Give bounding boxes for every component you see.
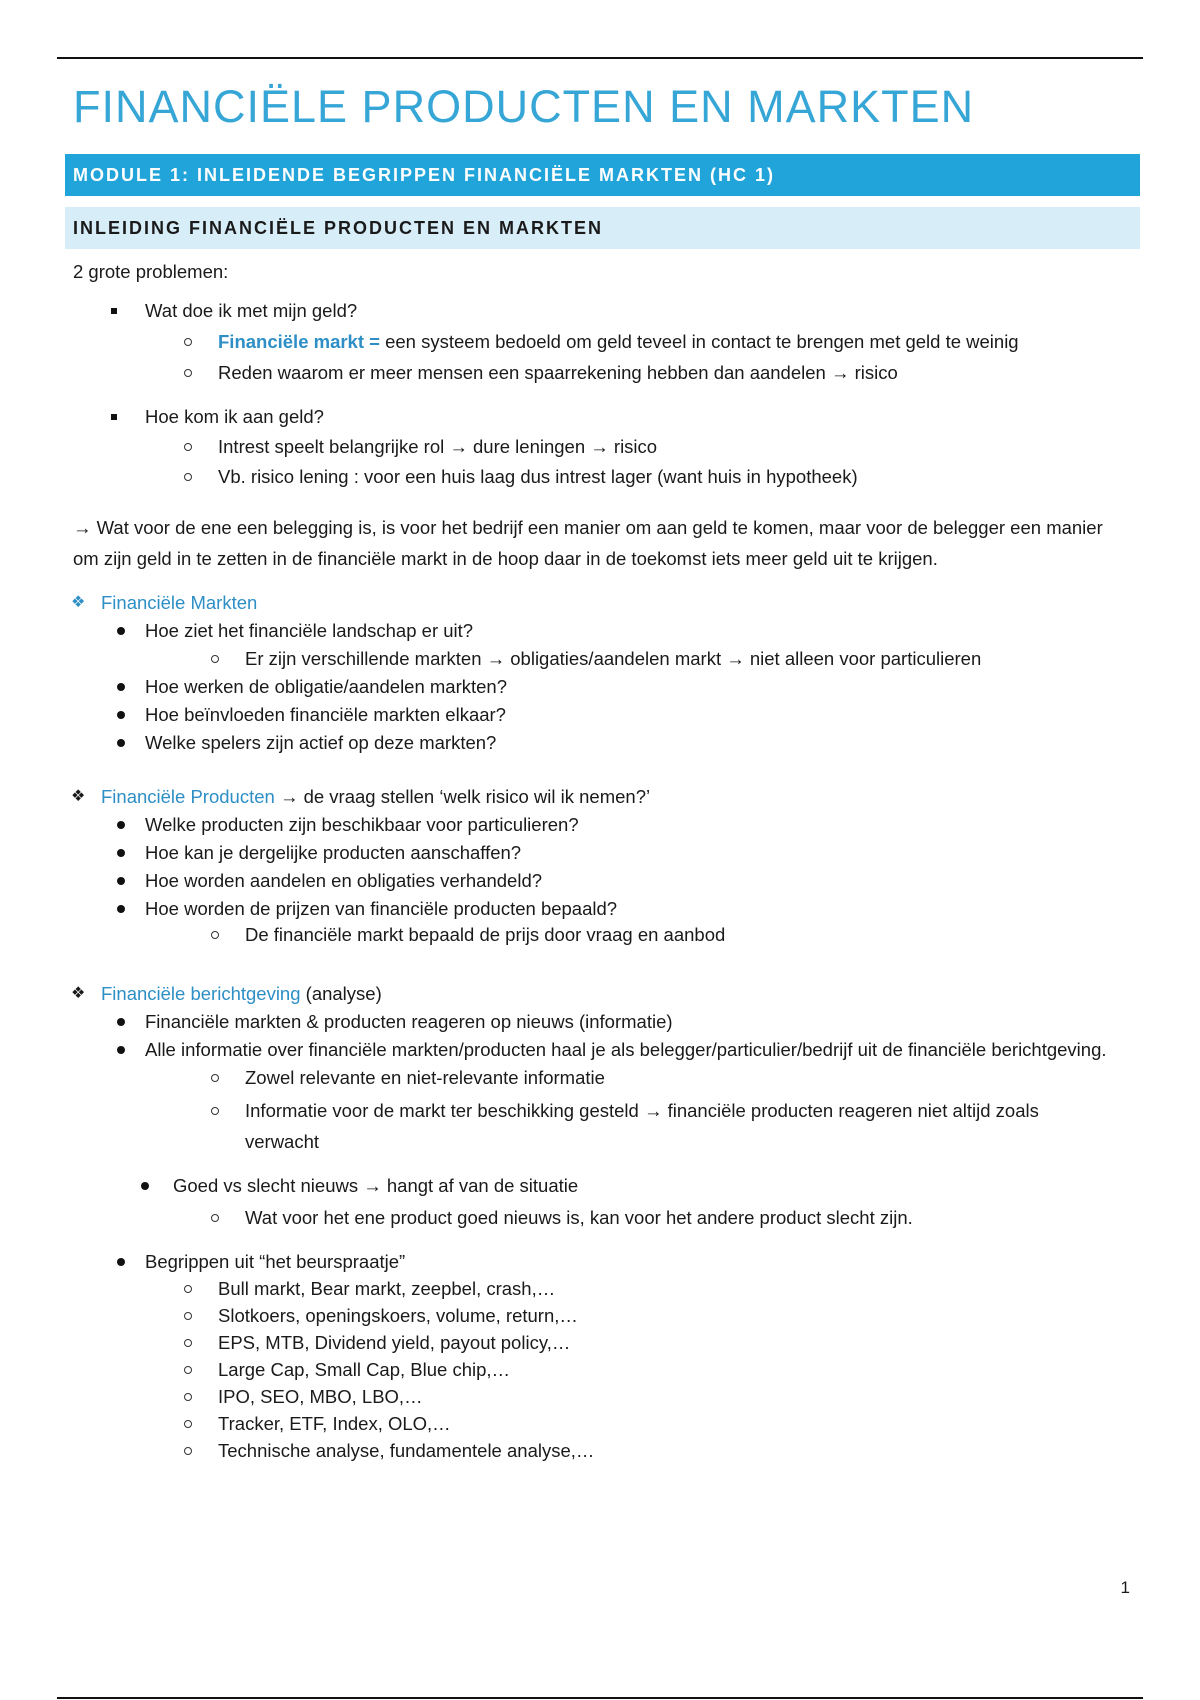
bottom-rule: [57, 1697, 1143, 1699]
diamond-bullet-icon: ❖: [71, 985, 86, 1002]
producten-item-3: [65, 868, 1140, 894]
markten-sub-text: Er zijn verschillende markten → obligaties/aandelen markt → niet alleen voor particulieren: [245, 648, 982, 669]
circle-bullet-icon: [184, 1438, 192, 1464]
dot-bullet-icon: [117, 812, 125, 838]
producten-sub-text: De financiële markt bepaald de prijs door vraag en aanbod: [245, 924, 726, 945]
circle-bullet-icon: [184, 464, 192, 490]
problem-2-sub-1: [65, 434, 1140, 460]
bericht-item-4-text: Begrippen uit “het beurspraatje”: [145, 1251, 406, 1272]
circle-bullet-icon: [184, 1357, 192, 1383]
section-markten-title: Financiële Markten: [101, 592, 258, 613]
circle-bullet-icon: [184, 434, 192, 460]
section-bericht-heading: [65, 981, 1140, 1007]
intro-heading: INLEIDING FINANCIËLE PRODUCTEN EN MARKTEN: [65, 207, 1140, 249]
begrippen-item-1: [65, 1276, 1140, 1302]
bericht-item-2-sub-1: [65, 1065, 1140, 1091]
bericht-item-2-sub-1-text: Zowel relevante en niet-relevante informatie: [245, 1067, 605, 1088]
markten-item-4-text: Welke spelers zijn actief op deze markten?: [145, 732, 497, 753]
section-markten-heading: [65, 590, 1140, 616]
markten-item-3: [65, 702, 1140, 728]
circle-bullet-icon: [184, 360, 192, 386]
circle-bullet-icon: [184, 1411, 192, 1437]
bericht-item-3-sub-text: Wat voor het ene product goed nieuws is, kan voor het andere product slecht zijn.: [245, 1207, 913, 1228]
section-producten-heading: [65, 784, 1140, 810]
begrippen-item-4: [65, 1357, 1140, 1383]
circle-bullet-icon: [211, 646, 219, 672]
dot-bullet-icon: [117, 840, 125, 866]
problem-2-sub-1-text: Intrest speelt belangrijke rol → dure leningen → risico: [218, 436, 658, 457]
square-bullet-icon: [111, 298, 117, 324]
begrippen-item-5-text: IPO, SEO, MBO, LBO,…: [218, 1386, 423, 1407]
dot-bullet-icon: [141, 1173, 149, 1199]
markten-item-2: [65, 674, 1140, 700]
problem-2-sub-2: [65, 464, 1140, 490]
markten-item-1-text: Hoe ziet het financiële landschap er uit?: [145, 620, 474, 641]
producten-item-2: [65, 840, 1140, 866]
producten-item-1: [65, 812, 1140, 838]
bericht-item-1-text: Financiële markten & producten reageren op nieuws (informatie): [145, 1011, 673, 1032]
begrippen-item-2-text: Slotkoers, openingskoers, volume, return,…: [218, 1305, 578, 1326]
dot-bullet-icon: [117, 730, 125, 756]
producten-item-1-text: Welke producten zijn beschikbaar voor particulieren?: [145, 814, 579, 835]
dot-bullet-icon: [117, 702, 125, 728]
lead-text: 2 grote problemen:: [73, 261, 229, 282]
circle-bullet-icon: [211, 1205, 219, 1231]
circle-bullet-icon: [211, 1095, 219, 1126]
module-heading: MODULE 1: INLEIDENDE BEGRIPPEN FINANCIËLE MARKTEN (HC 1): [65, 154, 1140, 196]
producten-sub: [65, 922, 1140, 948]
problem-1: [65, 298, 1140, 324]
begrippen-item-5: [65, 1384, 1140, 1410]
bericht-item-2-sub-2-text: Informatie voor de markt ter beschikking gesteld → financiële producten reageren niet altijd zoals verwacht: [245, 1100, 1039, 1152]
dot-bullet-icon: [117, 618, 125, 644]
dot-bullet-icon: [117, 1037, 125, 1063]
producten-item-3-text: Hoe worden aandelen en obligaties verhandeld?: [145, 870, 543, 891]
problem-1-sub-1: [65, 329, 1140, 355]
section-producten-title: Financiële Producten: [101, 786, 275, 807]
problem-2: [65, 404, 1140, 430]
conclusion-paragraph: → Wat voor de ene een belegging is, is voor het bedrijf een manier om aan geld te komen, maar voor de belegger een manier om zijn geld in te zetten in de financiële markt in de hoop daar in de toekomst iets meer geld uit te krijgen.: [73, 517, 1103, 569]
page-number: 1: [1120, 1578, 1130, 1597]
section-bericht-title-rest: (analyse): [300, 983, 382, 1004]
bericht-item-3: [65, 1173, 1140, 1199]
section-bericht-title: Financiële berichtgeving: [101, 983, 301, 1004]
section-producten-title-rest: → de vraag stellen ‘welk risico wil ik nemen?’: [274, 786, 651, 807]
bericht-item-2-sub-2: [65, 1095, 1140, 1157]
producten-item-4: [65, 896, 1140, 922]
circle-bullet-icon: [184, 1330, 192, 1356]
diamond-bullet-icon: ❖: [71, 594, 86, 611]
begrippen-item-6: [65, 1411, 1140, 1437]
markten-sub: [65, 646, 1140, 672]
circle-bullet-icon: [184, 1303, 192, 1329]
dot-bullet-icon: [117, 1009, 125, 1035]
markten-item-3-text: Hoe beïnvloeden financiële markten elkaar?: [145, 704, 506, 725]
begrippen-item-7-text: Technische analyse, fundamentele analyse,…: [218, 1440, 595, 1461]
document-title: FINANCIËLE PRODUCTEN EN MARKTEN: [73, 81, 975, 132]
circle-bullet-icon: [184, 329, 192, 355]
dot-bullet-icon: [117, 674, 125, 700]
begrippen-item-3: [65, 1330, 1140, 1356]
bericht-item-3-text: Goed vs slecht nieuws → hangt af van de situatie: [173, 1175, 579, 1196]
producten-item-2-text: Hoe kan je dergelijke producten aanschaffen?: [145, 842, 522, 863]
dot-bullet-icon: [117, 896, 125, 922]
diamond-bullet-icon: ❖: [71, 788, 86, 805]
problem-1-label: Wat doe ik met mijn geld?: [145, 300, 358, 321]
financiele-markt-term: Financiële markt =: [218, 331, 380, 352]
problem-2-sub-2-text: Vb. risico lening : voor een huis laag dus intrest lager (want huis in hypotheek): [218, 466, 858, 487]
circle-bullet-icon: [184, 1384, 192, 1410]
begrippen-item-2: [65, 1303, 1140, 1329]
markten-item-1: [65, 618, 1140, 644]
bericht-item-2: [65, 1037, 1140, 1063]
producten-item-4-text: Hoe worden de prijzen van financiële producten bepaald?: [145, 898, 618, 919]
begrippen-item-7: [65, 1438, 1140, 1464]
dot-bullet-icon: [117, 1249, 125, 1275]
markten-item-2-text: Hoe werken de obligatie/aandelen markten?: [145, 676, 508, 697]
begrippen-item-6-text: Tracker, ETF, Index, OLO,…: [218, 1413, 451, 1434]
square-bullet-icon: [111, 404, 117, 430]
bericht-item-1: [65, 1009, 1140, 1035]
problem-1-sub-1-text: een systeem bedoeld om geld teveel in contact te brengen met geld te weinig: [379, 331, 1019, 352]
circle-bullet-icon: [184, 1276, 192, 1302]
document-page: [65, 80, 1140, 1464]
markten-item-4: [65, 730, 1140, 756]
problem-1-sub-2: [65, 360, 1140, 386]
bericht-item-4: [65, 1249, 1140, 1275]
problem-1-sub-2-text: Reden waarom er meer mensen een spaarrekening hebben dan aandelen → risico: [218, 362, 898, 383]
dot-bullet-icon: [117, 868, 125, 894]
bericht-item-3-sub: [65, 1205, 1140, 1231]
circle-bullet-icon: [211, 922, 219, 948]
begrippen-item-4-text: Large Cap, Small Cap, Blue chip,…: [218, 1359, 511, 1380]
problem-2-label: Hoe kom ik aan geld?: [145, 406, 324, 427]
begrippen-item-1-text: Bull markt, Bear markt, zeepbel, crash,…: [218, 1278, 556, 1299]
begrippen-item-3-text: EPS, MTB, Dividend yield, payout policy,…: [218, 1332, 571, 1353]
circle-bullet-icon: [211, 1065, 219, 1091]
top-rule: [57, 57, 1143, 59]
bericht-item-2-text: Alle informatie over financiële markten/producten haal je als belegger/particulier/bedrijf uit de financiële berichtgeving.: [145, 1039, 1107, 1060]
